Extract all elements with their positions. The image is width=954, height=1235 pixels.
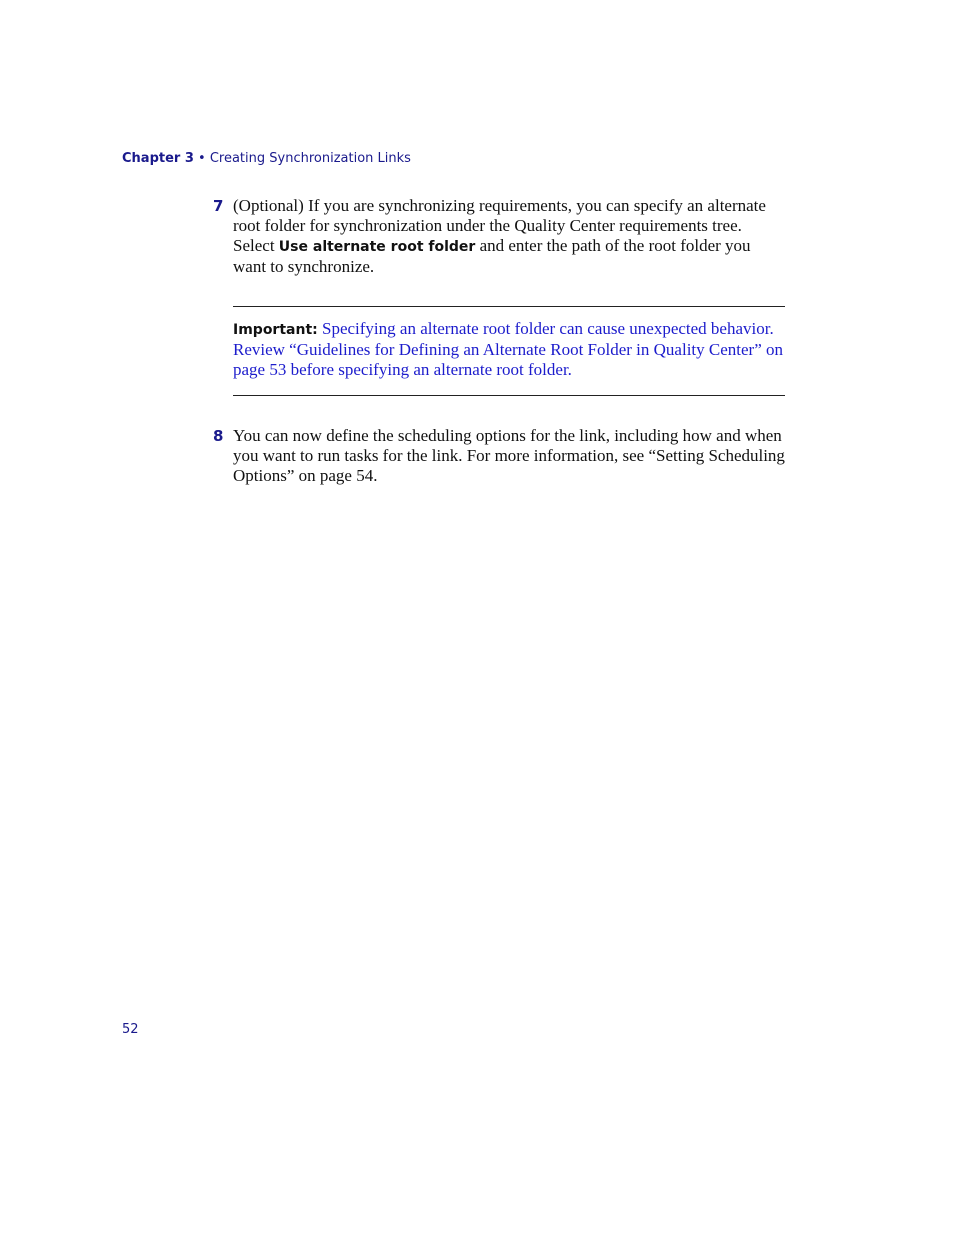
important-note bbox=[233, 319, 785, 380]
note-bottom-rule bbox=[233, 395, 785, 396]
step-text-part: (Optional) If you are synchronizing requirements, you can specify an alternate root folder for synchronization under the Quality Center requirements tree. Select bbox=[233, 196, 766, 255]
header-separator: • bbox=[193, 151, 210, 166]
note-top-rule bbox=[233, 306, 785, 307]
step-number: 7 bbox=[213, 197, 224, 215]
note-label: Important: bbox=[233, 322, 318, 338]
step-text bbox=[233, 196, 785, 277]
chapter-label: Chapter 3 bbox=[122, 151, 194, 166]
running-header bbox=[122, 151, 411, 166]
page-number: 52 bbox=[122, 1022, 139, 1037]
ui-term-use-alternate-root-folder: Use alternate root folder bbox=[278, 239, 476, 255]
step-text-part: and enter the path of the root folder you want to synchronize. bbox=[233, 236, 751, 276]
step-text: You can now define the scheduling options for the link, including how and when you want to run tasks for the link. For more information, see “Setting Scheduling Options” on page 54. bbox=[233, 426, 785, 485]
step-number: 8 bbox=[213, 427, 224, 445]
note-link-text[interactable]: Specifying an alternate root folder can cause unexpected behavior. Review “Guidelines for Defining an Alternate Root Folder in Quality Center” on page 53 before specifying an alternate root folder. bbox=[233, 319, 784, 379]
chapter-title: Creating Synchronization Links bbox=[209, 151, 411, 166]
